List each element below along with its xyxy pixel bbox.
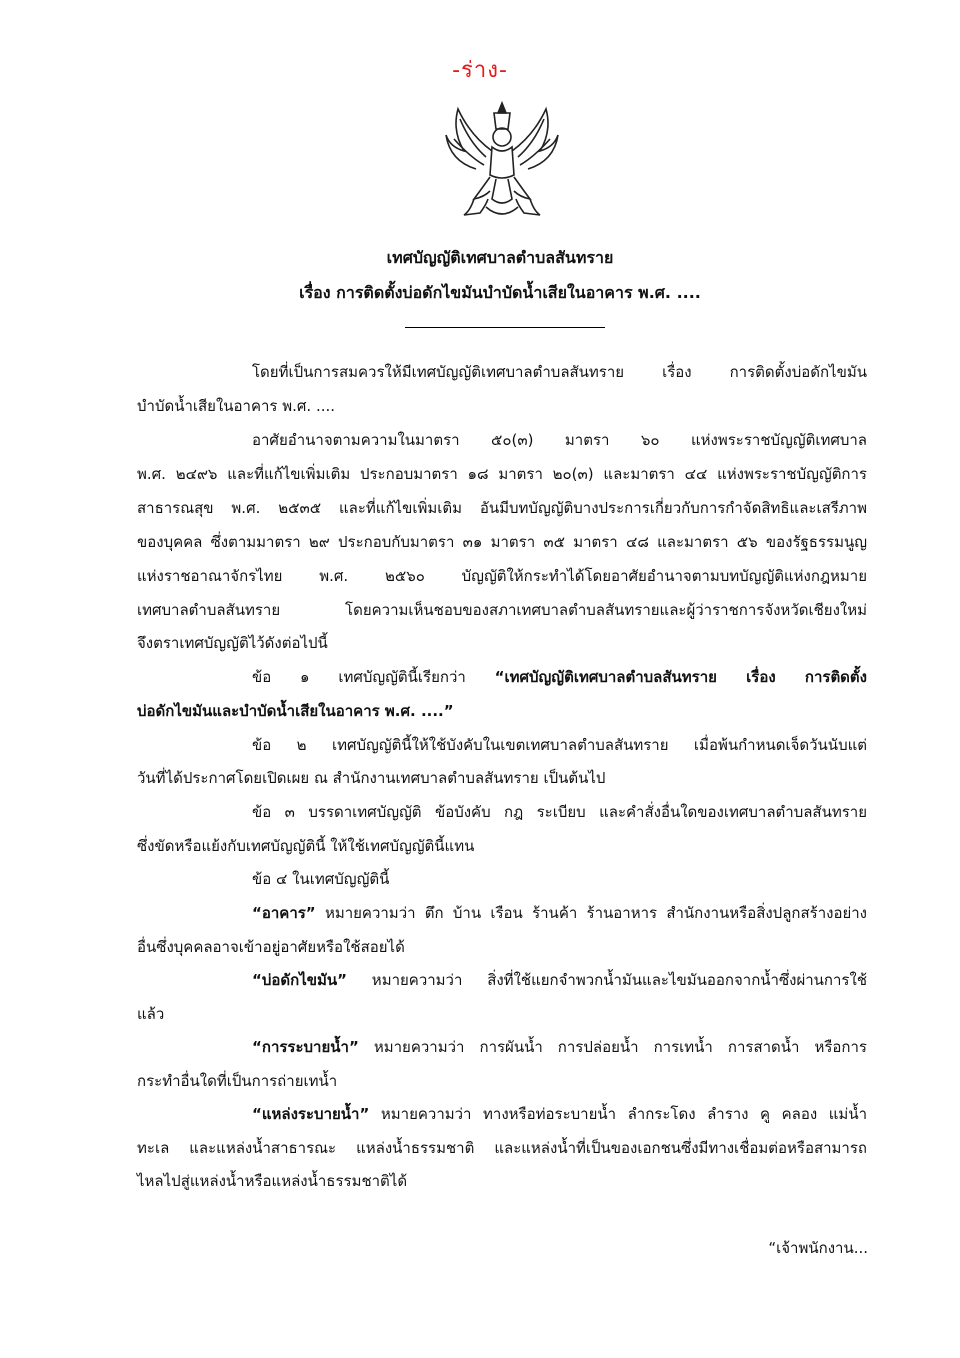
authority-line: เทศบาลตำบลสันทราย โดยความเห็นชอบของสภาเทศบาลตำบลสันทรายและผู้ว่าราชการจังหวัดเชียงใหม่	[137, 601, 867, 619]
definition-text: หมายความว่า ทางหรือท่อระบายน้ำ ลำกระโดง ลำราง คู คลอง แม่น้ำ	[369, 1105, 867, 1123]
authority-line: ของบุคคล ซึ่งตามมาตรา ๒๙ ประกอบกับมาตรา ๓๑ มาตรา ๓๕ มาตรา ๔๘ และมาตรา ๕๖ ของรัฐธรรมนูญ	[137, 533, 867, 551]
definition-drainage-source	[252, 1104, 867, 1124]
definition-grease-trap	[252, 970, 867, 990]
continuation-marker: “เจ้าพนักงาน...	[768, 1239, 868, 1257]
title-divider	[405, 327, 605, 328]
clause-3: ข้อ ๓ บรรดาเทศบัญญัติ ข้อบังคับ กฎ ระเบียบ และคำสั่งอื่นใดของเทศบาลตำบลสันทราย	[252, 803, 867, 821]
definition-cont: ทะเล และแหล่งน้ำสาธารณะ แหล่งน้ำธรรมชาติ และแหล่งน้ำที่เป็นของเอกชนซึ่งมีทางเชื่อมต่อหรือสามารถ	[137, 1139, 867, 1157]
draft-mark: -ร่าง-	[452, 58, 508, 83]
clause-2: ข้อ ๒ เทศบัญญัตินี้ให้ใช้บังคับในเขตเทศบาลตำบลสันทราย เมื่อพ้นกำหนดเจ็ดวันนับแต่	[252, 736, 867, 754]
definition-text: หมายความว่า การผันน้ำ การปล่อยน้ำ การเทน้ำ การสาดน้ำ หรือการ	[358, 1038, 867, 1056]
term-drainage-source: “แหล่งระบายน้ำ”	[252, 1105, 370, 1123]
term-drainage: “การระบายน้ำ”	[252, 1038, 359, 1056]
authority-line: สาธารณสุข พ.ศ. ๒๕๓๕ และที่แก้ไขเพิ่มเติม อันมีบทบัญญัติบางประการเกี่ยวกับการกำจัดสิทธิและเสรีภาพ	[137, 499, 867, 517]
definition-cont: อื่นซึ่งบุคคลอาจเข้าอยู่อาศัยหรือใช้สอยได้	[137, 938, 405, 956]
clause-4: ข้อ ๔ ในเทศบัญญัตินี้	[252, 870, 390, 888]
term-building: “อาคาร”	[252, 904, 316, 922]
clause-3-cont: ซึ่งขัดหรือแย้งกับเทศบัญญัตินี้ ให้ใช้เทศบัญญัตินี้แทน	[137, 837, 475, 855]
ordinance-name-cont: บ่อดักไขมันและบำบัดน้ำเสียในอาคาร พ.ศ. ....”	[137, 702, 454, 720]
ordinance-subject: เรื่อง การติดตั้งบ่อดักไขมันบำบัดน้ำเสียในอาคาร พ.ศ. ....	[299, 283, 701, 302]
definition-text: หมายความว่า ตึก บ้าน เรือน ร้านค้า ร้านอาหาร สำนักงานหรือสิ่งปลูกสร้างอย่าง	[315, 904, 867, 922]
ordinance-title: เทศบัญญัติเทศบาลตำบลสันทราย	[386, 248, 614, 267]
definition-cont: กระทำอื่นใดที่เป็นการถ่ายเทน้ำ	[137, 1072, 338, 1090]
authority-line: อาศัยอำนาจตามความในมาตรา ๕๐(๓) มาตรา ๖๐ แห่งพระราชบัญญัติเทศบาล	[252, 431, 867, 449]
term-grease-trap: “บ่อดักไขมัน”	[252, 971, 348, 989]
clause-2-cont: วันที่ได้ประกาศโดยเปิดเผย ณ สำนักงานเทศบาลตำบลสันทราย เป็นต้นไป	[137, 769, 606, 787]
authority-line: แห่งราชอาณาจักรไทย พ.ศ. ๒๕๖๐ บัญญัติให้กระทำได้โดยอาศัยอำนาจตามบทบัญญัติแห่งกฎหมาย	[137, 567, 867, 585]
garuda-emblem-icon	[440, 95, 564, 223]
definition-text: หมายความว่า สิ่งที่ใช้แยกจำพวกน้ำมันและไขมันออกจากน้ำซึ่งผ่านการใช้	[347, 971, 867, 989]
clause-1	[252, 667, 867, 687]
definition-cont: ไหลไปสู่แหล่งน้ำหรือแหล่งน้ำธรรมชาติได้	[137, 1172, 408, 1190]
definition-cont: แล้ว	[137, 1005, 165, 1023]
authority-line: พ.ศ. ๒๔๙๖ และที่แก้ไขเพิ่มเติม ประกอบมาตรา ๑๘ มาตรา ๒๐(๓) และมาตรา ๔๔ แห่งพระราชบัญญัติการ	[137, 465, 867, 483]
clause-1-label: ข้อ ๑ เทศบัญญัตินี้เรียกว่า	[252, 668, 495, 686]
definition-drainage	[252, 1037, 867, 1057]
authority-line: จึงตราเทศบัญญัติไว้ดังต่อไปนี้	[137, 634, 328, 652]
definition-building	[252, 903, 867, 923]
preamble-line: โดยที่เป็นการสมควรให้มีเทศบัญญัติเทศบาลตำบลสันทราย เรื่อง การติดตั้งบ่อดักไขมัน	[252, 363, 867, 381]
preamble-line: บำบัดน้ำเสียในอาคาร พ.ศ. ....	[137, 397, 336, 415]
ordinance-name: “เทศบัญญัติเทศบาลตำบลสันทราย เรื่อง การติดตั้ง	[494, 668, 867, 686]
